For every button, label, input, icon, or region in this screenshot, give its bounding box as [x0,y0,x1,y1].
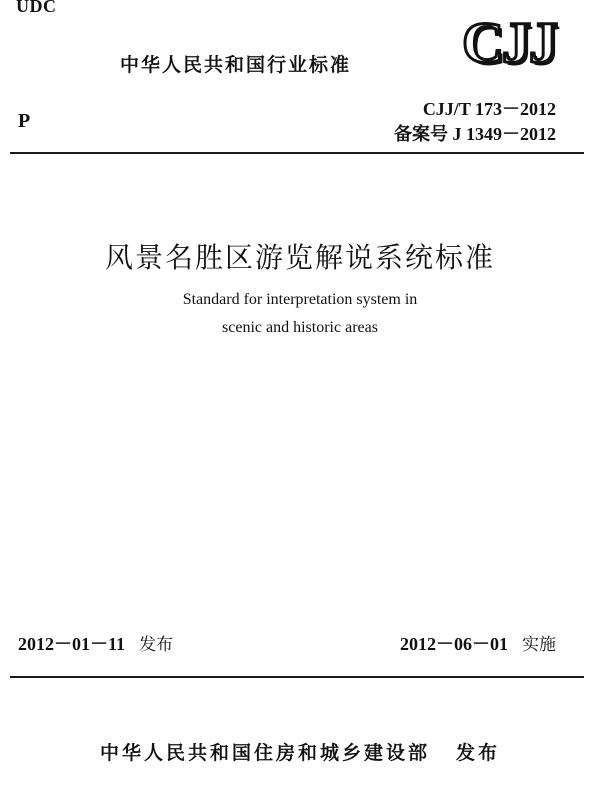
cjj-logo: CJJ [462,10,556,75]
issue-date-block [18,630,173,656]
effective-label: 实施 [522,635,556,655]
issue-date: 2012－01－11 [18,634,126,654]
issue-label: 发布 [139,635,174,655]
standard-kind: 中华人民共和国行业标准 [120,54,352,76]
title-english-line1: Standard for interpretation system in [182,291,418,308]
record-number: 备案号 J 1349－2012 [394,124,556,144]
bottom-divider [10,676,584,678]
standard-number: CJJ/T 173－2012 [422,99,556,119]
title-chinese: 风景名胜区游览解说系统标准 [104,241,495,274]
title-english-line2: scenic and historic areas [222,319,378,336]
udc-label: UDC [16,0,57,16]
effective-date-block [400,630,556,656]
issuer-label: 发布 [456,742,501,764]
issuer-line [0,738,600,765]
effective-date: 2012－06－01 [400,634,508,654]
issuer-name: 中华人民共和国住房和城乡建设部 [99,742,430,764]
top-divider [10,152,584,154]
classification-letter: P [18,110,31,132]
